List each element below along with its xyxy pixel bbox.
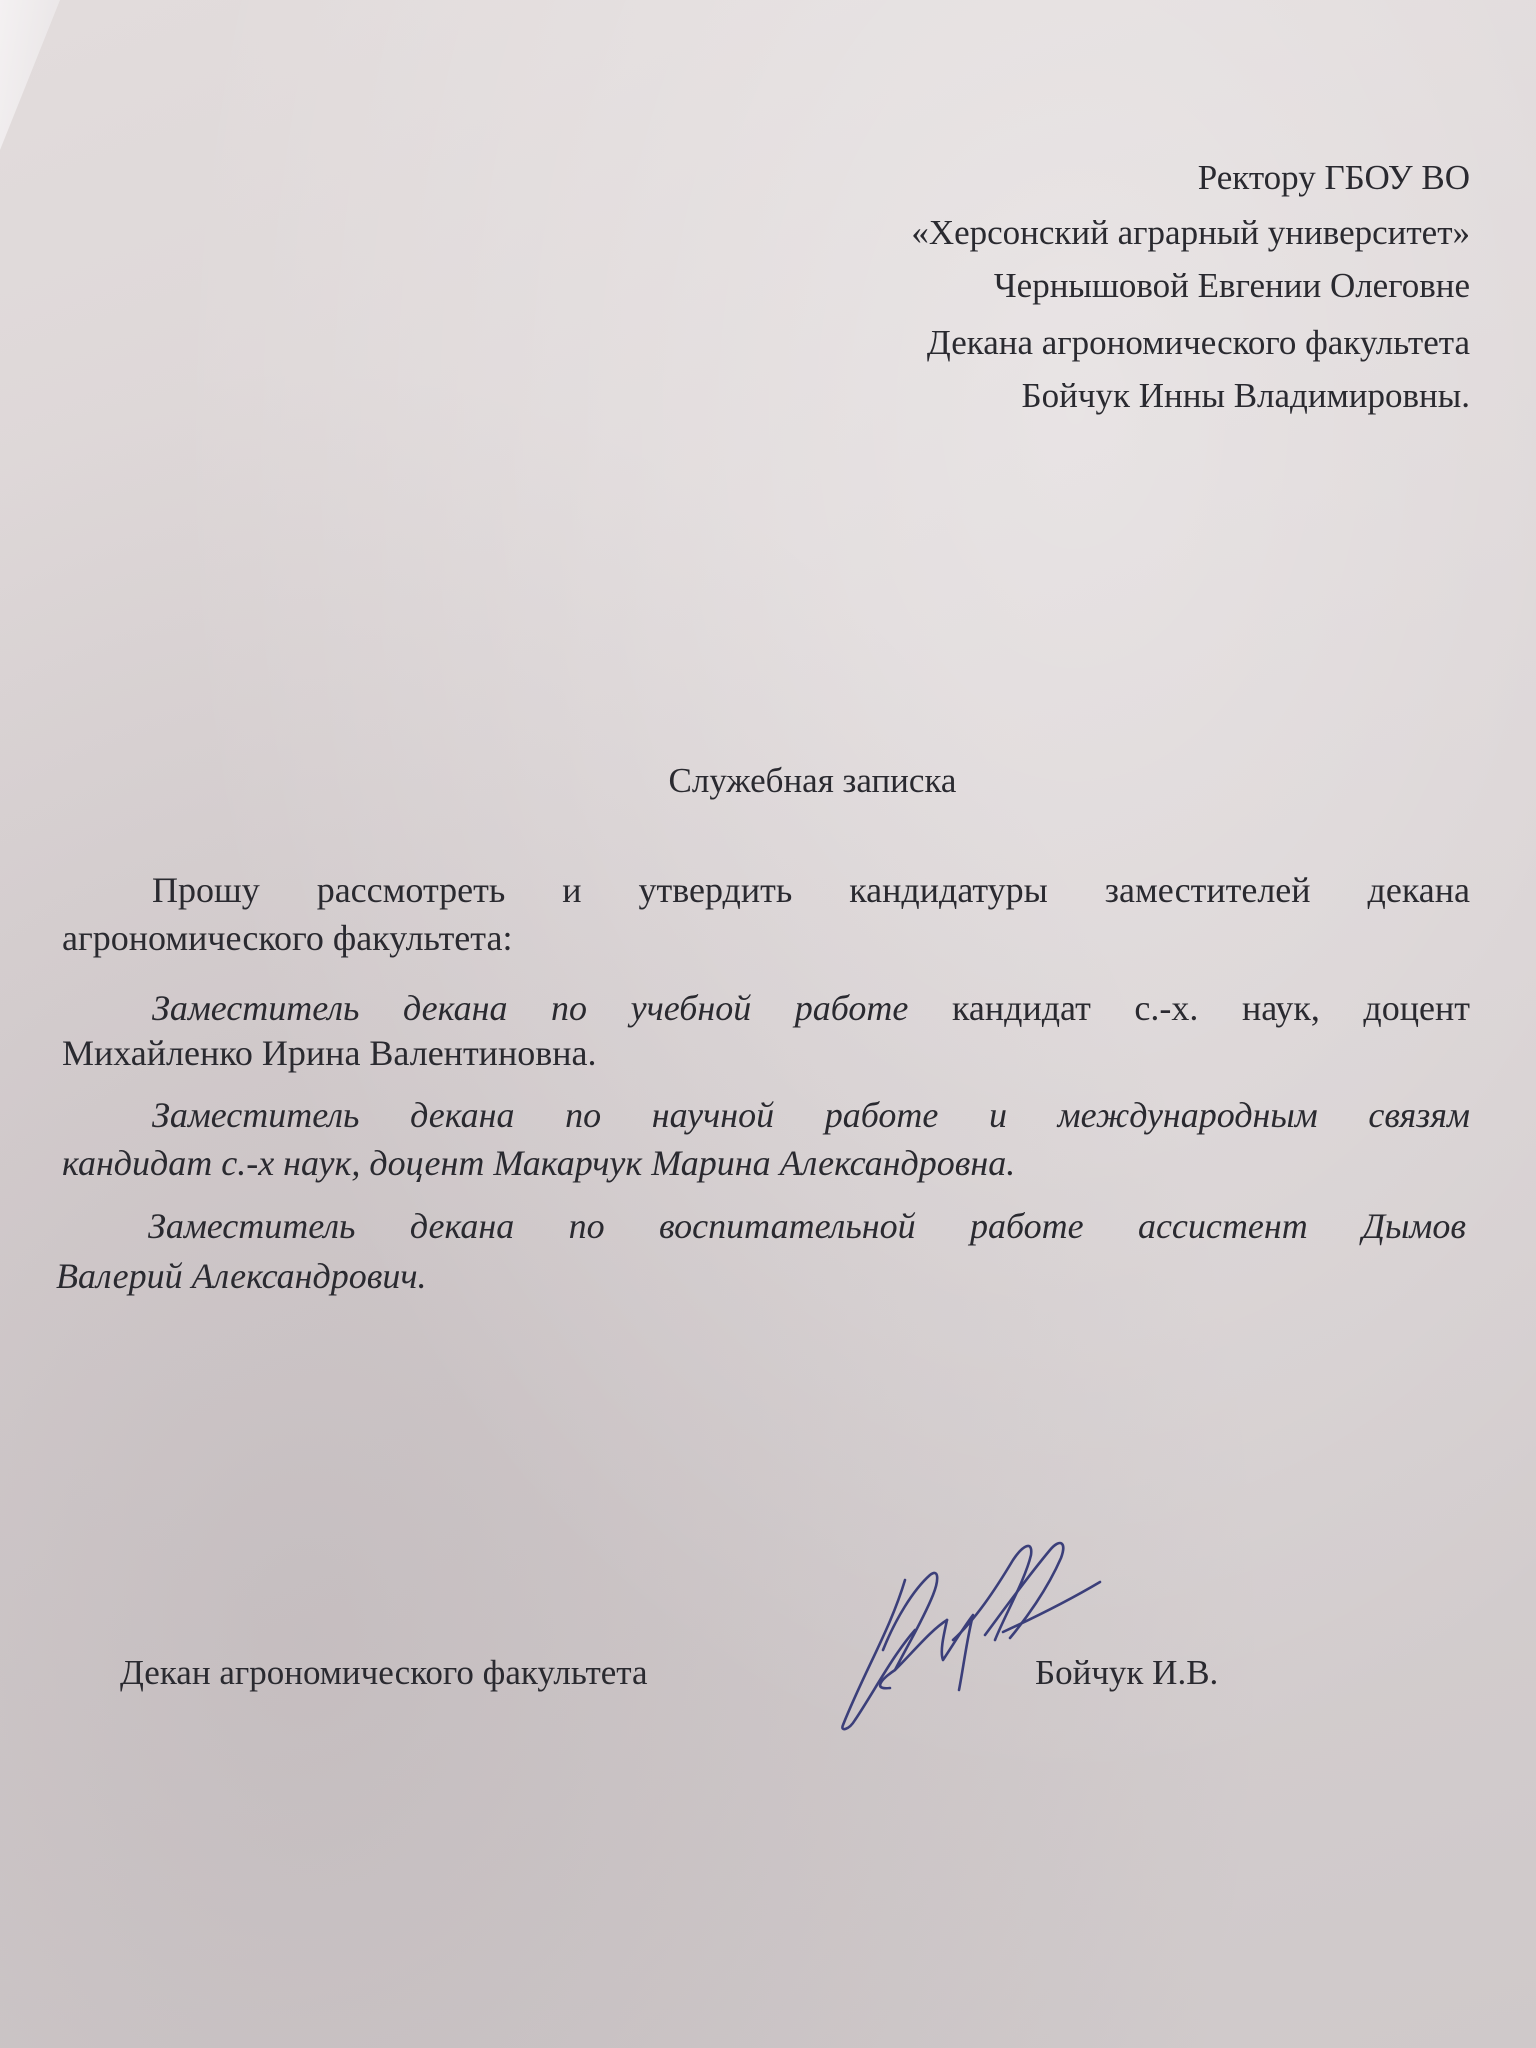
intro-line-2: агрономического факультета:: [62, 918, 513, 958]
handwritten-signature-icon: [835, 1520, 1105, 1740]
deputy-1-role: Заместитель декана по учебной работе: [152, 988, 909, 1028]
deputy-2-line-1: Заместитель декана по научной работе и международным связям: [152, 1095, 1470, 1135]
signature-position-label: Декан агрономического факультета: [120, 1653, 648, 1692]
deputy-3-line-1: Заместитель декана по воспитательной работе ассистент Дымов: [148, 1206, 1466, 1246]
deputy-1-credentials: кандидат с.-х. наук, доцент: [908, 988, 1470, 1028]
deputy-3-line-2: Валерий Александрович.: [56, 1256, 427, 1296]
deputy-2-line-2: кандидат с.-х наук, доцент Макарчук Марина Александровна.: [62, 1143, 1016, 1183]
addressee-line-5: Бойчук Инны Владимировны.: [1021, 376, 1470, 415]
document-title: Служебная записка: [668, 761, 957, 800]
deputy-1-line-1: [60, 990, 1470, 1026]
deputy-1-line-2: Михайленко Ирина Валентиновна.: [62, 1033, 597, 1073]
addressee-line-2: «Херсонский аграрный университет»: [911, 213, 1470, 252]
signature-name: Бойчук И.В.: [1035, 1653, 1219, 1692]
addressee-line-1: Ректору ГБОУ ВО: [1197, 158, 1470, 197]
addressee-line-3: Чернышовой Евгении Олеговне: [993, 266, 1470, 305]
addressee-line-4: Декана агрономического факультета: [926, 323, 1470, 362]
intro-line-1: Прошу рассмотреть и утвердить кандидатуры заместителей декана: [152, 870, 1470, 910]
page-corner-fold: [0, 0, 60, 150]
